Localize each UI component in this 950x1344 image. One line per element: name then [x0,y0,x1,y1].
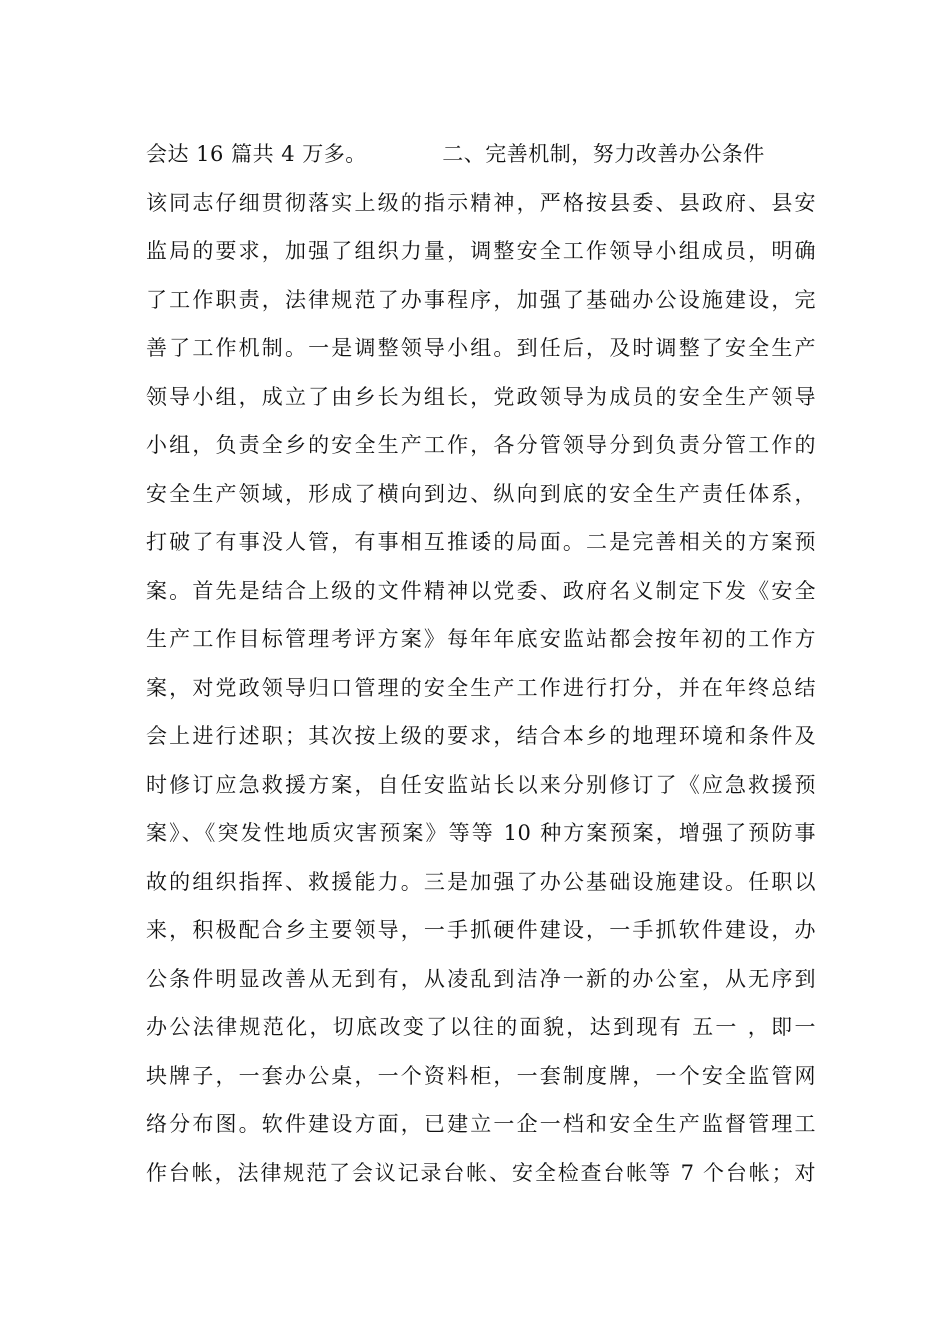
text-line: 办公法律规范化，切底改变了以往的面貌，达到现有 五一 ，即一 [146,1015,816,1039]
text-line: 善了工作机制。一是调整领导小组。到任后，及时调整了安全生产 [146,336,816,360]
text-line: 领导小组，成立了由乡长为组长，党政领导为成员的安全生产领导 [146,384,816,409]
text-line: 公条件明显改善从无到有，从凌乱到洁净一新的办公室，从无序到 [146,966,816,991]
text-line: 案。首先是结合上级的文件精神以党委、政府名义制定下发《安全 [146,578,816,603]
text-line: 故的组织指挥、救援能力。三是加强了办公基础设施建设。任职以 [146,869,816,894]
text-line: 该同志仔细贯彻落实上级的指示精神，严格按县委、县政府、县安 [146,190,816,215]
text-line: 了工作职责，法律规范了办事程序，加强了基础办公设施建设，完 [146,287,816,312]
text-line: 络分布图。软件建设方面，已建立一企一档和安全生产监督管理工 [146,1112,816,1136]
text-line: 案》、《突发性地质灾害预案》等等 10 种方案预案，增强了预防事 [146,821,816,845]
text-line: 块牌子，一套办公桌，一个资料柜，一套制度牌，一个安全监管网 [146,1063,816,1088]
text-line: 时修订应急救援方案，自任安监站长以来分别修订了《应急救援预 [146,772,816,797]
text-line: 案，对党政领导归口管理的安全生产工作进行打分，并在年终总结 [146,675,816,700]
body-text [146,133,816,1200]
text-line: 会达 16 篇共 4 万多。 二、完善机制，努力改善办公条件 [146,142,765,166]
text-line: 安全生产领域，形成了横向到边、纵向到底的安全生产责任体系， [146,481,816,506]
text-line: 作台帐，法律规范了会议记录台帐、安全检查台帐等 7 个台帐；对 [146,1160,816,1185]
text-line: 来，积极配合乡主要领导，一手抓硬件建设，一手抓软件建设，办 [146,918,816,942]
text-line: 会上进行述职；其次按上级的要求，结合本乡的地理环境和条件及 [146,724,816,748]
text-line: 打破了有事没人管，有事相互推诿的局面。二是完善相关的方案预 [146,530,816,554]
text-line: 小组，负责全乡的安全生产工作，各分管领导分到负责分管工作的 [146,433,816,457]
text-line: 生产工作目标管理考评方案》每年年底安监站都会按年初的工作方 [146,627,816,651]
text-line: 监局的要求，加强了组织力量，调整安全工作领导小组成员，明确 [146,239,816,263]
